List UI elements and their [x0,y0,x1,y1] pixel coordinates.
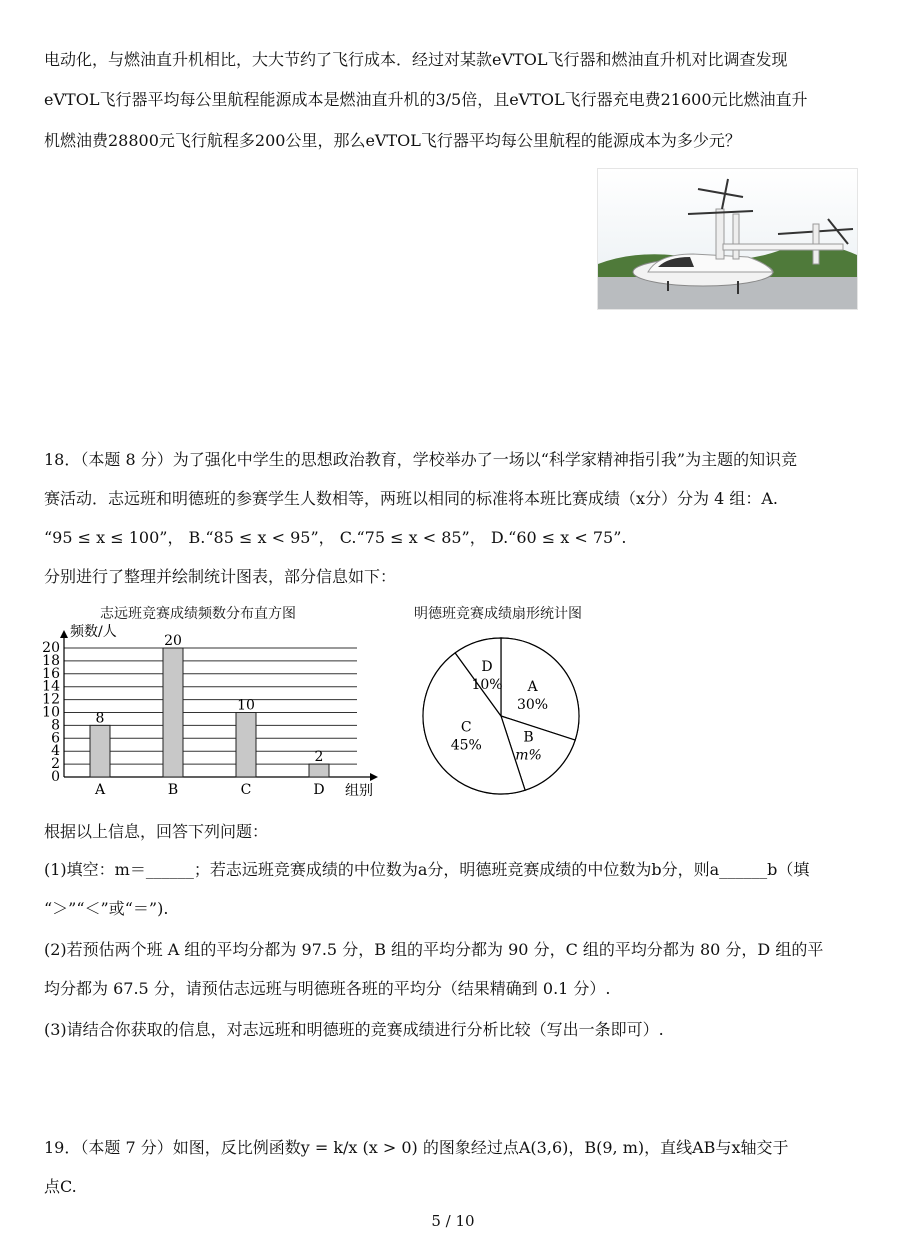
bar-data-label: 10 [237,697,255,714]
q18-line-4: 分别进行了整理并绘制统计图表，部分信息如下： [44,567,397,586]
pie-slice-value: m% [515,747,542,764]
y-tick-label: 6 [51,730,60,747]
q18-part1-line-b: “＞”“＜”或“＝”). [44,899,169,918]
pie-chart-title: 明德班竞赛成绩扇形统计图 [414,606,582,622]
bar-chart [0,620,400,810]
q18-line-1: 18．（本题 8 分）为了强化中学生的思想政治教育，学校举办了一场以“科学家精神指引我”为主题的知识竞 [44,450,798,469]
q17-line-1: 电动化，与燃油直升机相比，大大节约了飞行成本．经过对某款eVTOL飞行器和燃油直升机对比调查发现 [44,50,788,69]
q18-info: 根据以上信息，回答下列问题： [44,822,269,841]
q18-part3: (3)请结合你获取的信息，对志远班和明德班的竞赛成绩进行分析比较（写出一条即可）. [44,1020,664,1039]
pie-slice-value: 10% [471,676,503,693]
pie-chart [415,630,595,810]
pie-slice-value: 30% [516,697,549,714]
y-tick-label: 2 [51,756,60,773]
evtol-aircraft-photo [597,168,858,310]
q17-line-3: 机燃油费28800元飞行航程多200公里，那么eVTOL飞行器平均每公里航程的能源成本为多少元？ [44,131,741,150]
q18-line-2: 赛活动．志远班和明德班的参赛学生人数相等，两班以相同的标准将本班比赛成绩（x分）分为 4 组：A. [44,489,779,508]
pie-slice-label: C [460,719,472,736]
y-tick-label: 0 [51,769,60,785]
q18-part2-line-a: (2)若预估两个班 A 组的平均分都为 97.5 分，B 组的平均分都为 90 分，C 组的平均分都为 80 分，D 组的平 [44,940,824,959]
y-tick-label: 20 [42,640,60,656]
bar [163,648,183,777]
bar-data-label: 2 [314,749,324,766]
y-axis-label: 频数/人 [70,624,117,640]
bar [90,725,110,777]
bar [236,713,256,778]
y-tick-label: 8 [51,717,60,734]
y-axis-arrow-icon [60,630,68,638]
y-tick-label: 14 [42,678,60,695]
x-tick-label: C [240,782,252,798]
pie-slice-label: A [527,679,538,696]
bar-chart-title: 志远班竞赛成绩频数分布直方图 [100,606,296,622]
q18-line-3: “95 ≤ x ≤ 100”， B.“85 ≤ x < 95”， C.“75 ≤ x < 85”， D.“60 ≤ x < 75”. [44,528,627,547]
q19-line-1: 19．（本题 7 分）如图，反比例函数y = k/x (x > 0) 的图象经过点A(3,6)，B(9, m)，直线AB与x轴交于 [44,1138,789,1157]
q17-line-2: eVTOL飞行器平均每公里航程能源成本是燃油直升机的3/5倍，且eVTOL飞行器充电费21600元比燃油直升 [44,90,808,109]
y-tick-label: 4 [51,743,60,760]
page-number: 5 / 10 [431,1212,475,1230]
q18-part2-line-b: 均分都为 67.5 分，请预估志远班与明德班各班的平均分（结果精确到 0.1 分）. [44,979,611,998]
q19-line-2: 点C. [44,1177,77,1196]
y-tick-label: 12 [42,691,60,708]
x-axis-arrow-icon [370,773,378,781]
y-tick-label: 10 [42,704,60,721]
bar-data-label: 20 [164,633,182,649]
pie-slice-label: B [523,729,534,746]
bar [309,764,329,777]
x-axis-label: 组别 [345,783,373,799]
bar-data-label: 8 [95,710,105,727]
y-tick-label: 16 [42,665,60,682]
x-tick-label: A [94,782,106,798]
x-tick-label: D [313,782,325,798]
q18-part1-line-a: (1)填空：m＝______；若志远班竞赛成绩的中位数为a分，明德班竞赛成绩的中位数为b分，则a______b（填 [44,860,810,879]
x-tick-label: B [167,782,179,798]
pie-slice-label: D [481,658,493,675]
pie-slice-value: 45% [450,737,482,754]
y-tick-label: 18 [42,652,60,669]
